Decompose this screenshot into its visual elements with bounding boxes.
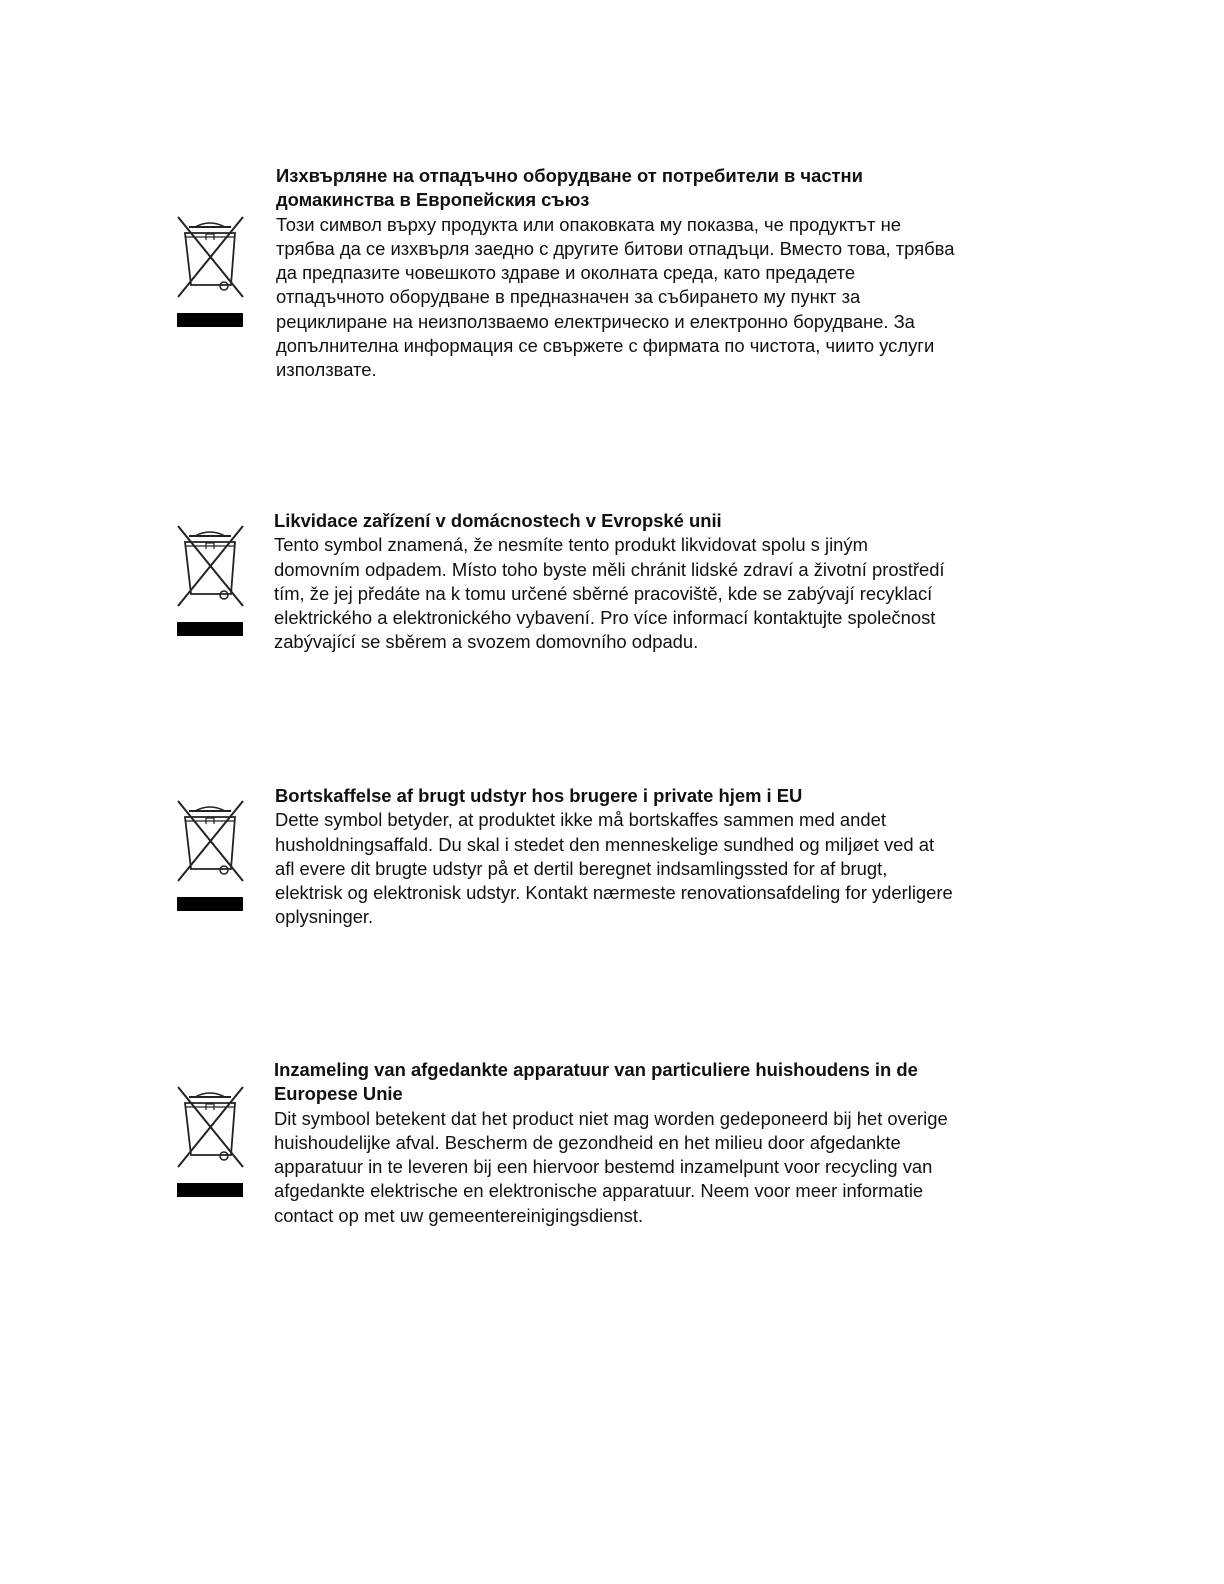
text-block-nl [274,1058,954,1228]
section-title: Likvidace zařízení v domácnostech v Evropské unii [274,510,722,531]
text-block-cs [274,509,954,655]
section-body: Dette symbol betyder, at produktet ikke må bortskaffes sammen med andet husholdningsaffald. Du skal i stedet den menneskelige sundhed og miljøet ved at afl evere dit brugte udstyr på et dertil beregnet indsamlingssted for af brugt, elektrisk og elektronisk udstyr. Kontakt nærmeste renovationsafdeling for yderligere oplysninger. [275,809,953,928]
section-body: Този символ върху продукта или опаковката му показва, че продуктът не трябва да се изхвърля заедно с другите битови отпадъци. Вместо това, трябва да предпазите човешкото здраве и околната среда, като предадете отпадъчното оборудване в предназначен за събирането му пункт за рециклиране на неизползваемо електрическо и електронно борудване. За допълнителна информация се свържете с фирмата по чистота, чиито услуги използвате. [276,213,955,381]
section-title: Bortskaffelse af brugt udstyr hos brugere i private hjem i EU [275,785,803,806]
weee-crossed-bin-icon [175,1083,245,1197]
section-title: Изхвърляне на отпадъчно оборудване от потребители в частни домакинства в Европейския съюз [276,165,863,211]
weee-crossed-bin-icon [175,797,245,911]
section-body: Dit symbool betekent dat het product niet mag worden gedeponeerd bij het overige huishoudelijke afval. Bescherm de gezondheid en het milieu door afgedankte apparatuur in te leveren bij een hiervoor bestemd inzamelpunt voor recycling van afgedankte elektrische en elektronische apparatuur. Neem voor meer informatie contact op met uw gemeentereinigingsdienst. [274,1107,948,1226]
text-block-da [275,784,955,930]
text-block-bg [276,164,956,383]
weee-crossed-bin-icon [175,522,245,636]
section-body: Tento symbol znamená, že nesmíte tento produkt likvidovat spolu s jiným domovním odpadem. Místo toho byste měli chránit lidské zdraví a životní prostředí tím, že jej předáte na k tomu určené sběrné pracoviště, kde se zabývají recyklací elektrického a elektronického vybavení. Pro více informací kontaktujte společnost zabývající se sběrem a svozem domovního odpadu. [274,534,945,653]
weee-crossed-bin-icon [175,213,245,327]
section-title: Inzameling van afgedankte apparatuur van particuliere huishoudens in de Europese Unie [274,1059,918,1105]
